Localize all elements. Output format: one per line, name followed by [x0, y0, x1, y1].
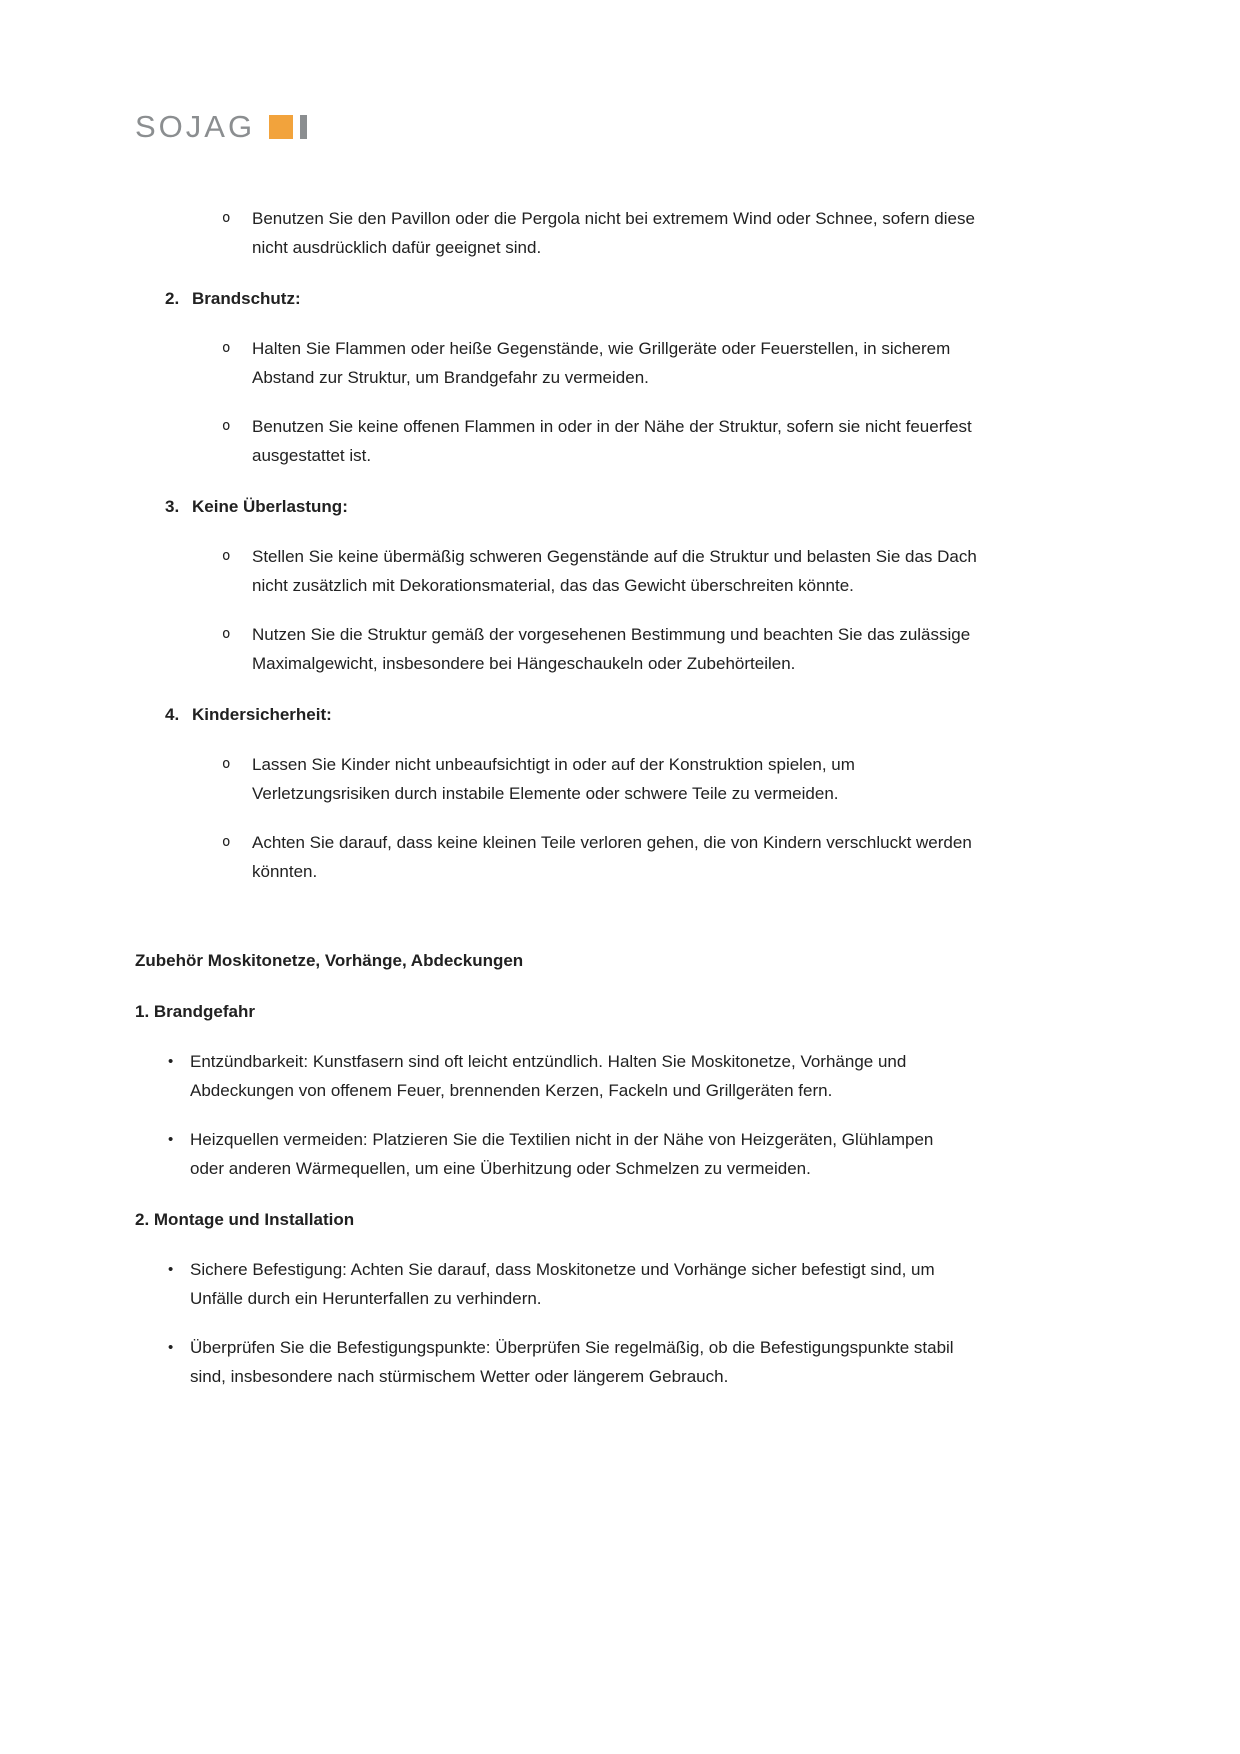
bullet-text: Achten Sie darauf, dass keine kleinen Teile verloren gehen, die von Kindern verschluckt werden könnten. — [252, 833, 972, 881]
bullet-text: Überprüfen Sie die Befestigungspunkte: Überprüfen Sie regelmäßig, ob die Befestigungspunkte stabil sind, insbesondere nach stürmischem Wetter oder längerem Gebrauch. — [190, 1338, 954, 1386]
list-sub-bullet — [135, 542, 1110, 600]
bullet-circle-marker: o — [222, 626, 231, 642]
subsection-heading-montage: 2. Montage und Installation — [135, 1210, 355, 1229]
list-sub-bullet — [135, 412, 1110, 470]
bullet-text: Lassen Sie Kinder nicht unbeaufsichtigt in oder auf der Konstruktion spielen, um Verletzungsrisiken durch instabile Elemente oder schwere Teile zu vermeiden. — [252, 755, 855, 803]
list-item-title: Keine Überlastung: — [192, 497, 348, 516]
bullet-disc-marker: • — [168, 1131, 174, 1148]
bullet-text: Benutzen Sie keine offenen Flammen in oder in der Nähe der Struktur, sofern sie nicht feuerfest ausgestattet ist. — [252, 417, 972, 465]
bullet-circle-marker: o — [222, 756, 231, 772]
bullet-disc-marker: • — [168, 1053, 174, 1070]
list-bullet — [135, 1255, 1110, 1313]
list-sub-bullet — [135, 334, 1110, 392]
bullet-text: Nutzen Sie die Struktur gemäß der vorgesehenen Bestimmung und beachten Sie das zulässige Maximalgewicht, insbesondere bei Hängeschaukeln oder Zubehörteilen. — [252, 625, 971, 673]
bullet-text: Entzündbarkeit: Kunstfasern sind oft leicht entzündlich. Halten Sie Moskitonetze, Vorhänge und Abdeckungen von offenem Feuer, brennenden Kerzen, Fackeln und Grillgeräten fern. — [190, 1052, 907, 1100]
list-item-title: Kindersicherheit: — [192, 705, 332, 724]
list-item-title: Brandschutz: — [192, 289, 301, 308]
bullet-circle-marker: o — [222, 210, 231, 226]
list-item-kindersicherheit — [135, 700, 1110, 729]
logo-wordmark: SOJAG — [135, 109, 256, 144]
list-item-brandschutz — [135, 284, 1110, 313]
bullet-text: Heizquellen vermeiden: Platzieren Sie die Textilien nicht in der Nähe von Heizgeräten, Glühlampen oder anderen Wärmequellen, um eine Überhitzung oder Schmelzen zu vermeiden. — [190, 1130, 934, 1178]
bullet-text: Sichere Befestigung: Achten Sie darauf, dass Moskitonetze und Vorhänge sicher befestigt sind, um Unfälle durch ein Herunterfallen zu verhindern. — [190, 1260, 935, 1308]
brand-logo — [135, 109, 1110, 144]
list-sub-bullet — [135, 828, 1110, 886]
document-body — [135, 204, 1110, 1391]
logo-orange-square-icon — [269, 115, 293, 139]
list-item-number: 4. — [165, 705, 180, 724]
bullet-disc-marker: • — [168, 1261, 174, 1278]
bullet-text: Stellen Sie keine übermäßig schweren Gegenstände auf die Struktur und belasten Sie das Dach nicht zusätzlich mit Dekorationsmaterial, das das Gewicht überschreiten könnte. — [252, 547, 977, 595]
bullet-circle-marker: o — [222, 340, 231, 356]
section-heading-zubehoer: Zubehör Moskitonetze, Vorhänge, Abdeckungen — [135, 951, 524, 970]
bullet-disc-marker: • — [168, 1339, 174, 1356]
list-bullet — [135, 1333, 1110, 1391]
list-bullet — [135, 1047, 1110, 1105]
bullet-circle-marker: o — [222, 834, 231, 850]
list-sub-bullet — [135, 750, 1110, 808]
list-bullet — [135, 1125, 1110, 1183]
list-sub-bullet — [135, 204, 1110, 262]
list-sub-bullet — [135, 620, 1110, 678]
bullet-circle-marker: o — [222, 418, 231, 434]
list-item-keine-ueberlastung — [135, 492, 1110, 521]
bullet-text: Benutzen Sie den Pavillon oder die Pergola nicht bei extremem Wind oder Schnee, sofern diese nicht ausdrücklich dafür geeignet sind. — [252, 209, 975, 257]
bullet-text: Halten Sie Flammen oder heiße Gegenstände, wie Grillgeräte oder Feuerstellen, in sicherem Abstand zur Struktur, um Brandgefahr zu vermeiden. — [252, 339, 951, 387]
subsection-heading-brandgefahr: 1. Brandgefahr — [135, 1002, 255, 1021]
logo-divider-bar-icon — [300, 115, 307, 139]
list-item-number: 2. — [165, 289, 180, 308]
bullet-circle-marker: o — [222, 548, 231, 564]
list-item-number: 3. — [165, 497, 180, 516]
